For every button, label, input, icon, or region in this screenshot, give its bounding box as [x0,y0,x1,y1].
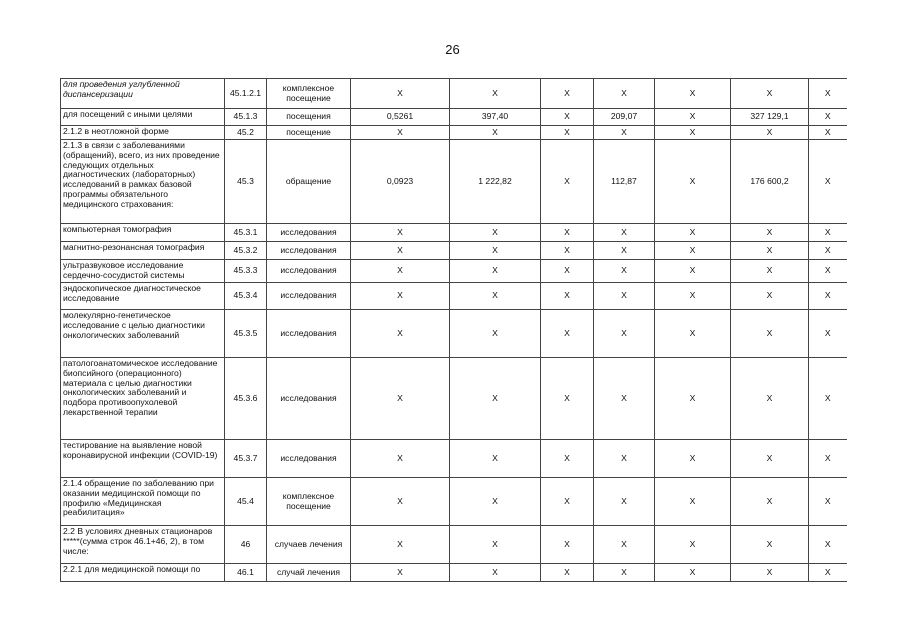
cell-c2: Х [450,283,541,310]
cell-c4: Х [594,440,655,478]
cell-c4: Х [594,478,655,526]
cell-c2: Х [450,478,541,526]
cell-c6: Х [731,79,809,109]
cell-c5: Х [655,564,731,582]
cell-code: 45.3.4 [225,283,267,310]
row-name-cell: для посещений с иными целями [61,109,225,126]
row-name-cell: эндоскопическое диагностическое исследование [61,283,225,310]
cell-c7: Х [809,478,847,526]
cell-unit: посещения [267,109,351,126]
cell-c3: Х [541,126,594,140]
table-row [61,358,847,440]
row-name-cell: 2.1.3 в связи с заболеваниями (обращений), всего, из них проведение следующих отдельных диагностических (лабораторных) исследований в рамках базовой программы обязательного медицинского страхования: [61,140,225,224]
cell-c4: Х [594,358,655,440]
cell-unit: исследования [267,224,351,242]
cell-c7: Х [809,564,847,582]
cell-c5: Х [655,358,731,440]
cell-c1: Х [351,79,450,109]
cell-unit: исследования [267,358,351,440]
cell-c1: Х [351,126,450,140]
cell-code: 45.3.1 [225,224,267,242]
cell-c7: Х [809,224,847,242]
row-name-cell: для проведения углубленной диспансеризации [61,79,225,109]
cell-c1: Х [351,283,450,310]
table-row [61,242,847,260]
cell-c4: Х [594,564,655,582]
cell-c6: Х [731,224,809,242]
cell-c1: Х [351,260,450,283]
cell-c3: Х [541,440,594,478]
cell-c6: Х [731,242,809,260]
cell-c4: 112,87 [594,140,655,224]
cell-c5: Х [655,79,731,109]
table-row [61,564,847,582]
cell-unit: исследования [267,260,351,283]
cell-c5: Х [655,224,731,242]
table-row [61,126,847,140]
cell-unit: комплексное посещение [267,79,351,109]
table-row [61,140,847,224]
cell-c4: Х [594,79,655,109]
cell-c3: Х [541,242,594,260]
cell-c1: Х [351,564,450,582]
cell-c2: Х [450,79,541,109]
table-row [61,109,847,126]
cell-c3: Х [541,79,594,109]
cell-c2: Х [450,126,541,140]
cell-c1: 0,0923 [351,140,450,224]
table-row [61,526,847,564]
cell-c1: Х [351,224,450,242]
cell-c1: Х [351,310,450,358]
cell-c2: Х [450,440,541,478]
row-name-cell: молекулярно-генетическое исследование с целью диагностики онкологических заболеваний [61,310,225,358]
row-name-cell: 2.2 В условиях дневных стационаров *****(сумма строк 46.1+46, 2), в том числе: [61,526,225,564]
cell-c5: Х [655,242,731,260]
cell-c1: Х [351,526,450,564]
cell-unit: исследования [267,310,351,358]
cell-c4: 209,07 [594,109,655,126]
table-row [61,79,847,109]
cell-c3: Х [541,260,594,283]
table-row [61,478,847,526]
cell-c2: Х [450,260,541,283]
cell-code: 45.3.7 [225,440,267,478]
cell-code: 45.3 [225,140,267,224]
row-name-cell: тестирование на выявление новой коронавирусной инфекции (COVID-19) [61,440,225,478]
cell-c6: Х [731,310,809,358]
cell-c7: Х [809,260,847,283]
cell-c3: Х [541,526,594,564]
cell-code: 45.3.5 [225,310,267,358]
cell-c5: Х [655,310,731,358]
page-number: 26 [445,42,460,57]
cell-c7: Х [809,526,847,564]
cell-c4: Х [594,242,655,260]
row-name-cell: 2.2.1 для медицинской помощи по [61,564,225,582]
row-name-cell: патологоанатомическое исследование биопсийного (операционного) материала с целью диагностики онкологических заболеваний и подбора противоопухолевой лекарственной терапии [61,358,225,440]
cell-c7: Х [809,440,847,478]
cell-c7: Х [809,242,847,260]
cell-c7: Х [809,79,847,109]
cell-c6: Х [731,260,809,283]
row-name-cell: 2.1.4 обращение по заболеванию при оказании медицинской помощи по профилю «Медицинская реабилитация» [61,478,225,526]
cell-c2: 397,40 [450,109,541,126]
cell-c4: Х [594,283,655,310]
table-body [61,79,847,582]
cell-c6: 327 129,1 [731,109,809,126]
cell-unit: посещение [267,126,351,140]
table-row [61,260,847,283]
cell-c5: Х [655,140,731,224]
row-name-cell: компьютерная томография [61,224,225,242]
cell-c3: Х [541,140,594,224]
cell-c2: Х [450,358,541,440]
cell-c7: Х [809,310,847,358]
cell-c5: Х [655,109,731,126]
cell-unit: случай лечения [267,564,351,582]
cell-c4: Х [594,126,655,140]
cell-c7: Х [809,283,847,310]
cell-code: 45.1.2.1 [225,79,267,109]
cell-c3: Х [541,310,594,358]
cell-c2: Х [450,224,541,242]
cell-c6: Х [731,478,809,526]
cell-c3: Х [541,224,594,242]
table-row [61,224,847,242]
cell-c3: Х [541,478,594,526]
cell-c6: Х [731,526,809,564]
cell-c2: Х [450,526,541,564]
cell-code: 45.1.3 [225,109,267,126]
cell-c2: Х [450,564,541,582]
cell-c6: Х [731,358,809,440]
cell-c5: Х [655,283,731,310]
cell-unit: случаев лечения [267,526,351,564]
table-row [61,283,847,310]
cell-c4: Х [594,310,655,358]
tariff-table [60,78,847,582]
cell-c6: 176 600,2 [731,140,809,224]
cell-c2: 1 222,82 [450,140,541,224]
cell-unit: исследования [267,242,351,260]
cell-c6: Х [731,564,809,582]
cell-code: 45.3.2 [225,242,267,260]
cell-code: 45.2 [225,126,267,140]
cell-c2: Х [450,242,541,260]
cell-c4: Х [594,526,655,564]
cell-c4: Х [594,224,655,242]
cell-c5: Х [655,526,731,564]
cell-c7: Х [809,109,847,126]
cell-c1: Х [351,440,450,478]
row-name-cell: ультразвуковое исследование сердечно-сосудистой системы [61,260,225,283]
cell-unit: исследования [267,440,351,478]
cell-code: 45.3.6 [225,358,267,440]
cell-c5: Х [655,260,731,283]
table-row [61,440,847,478]
cell-c3: Х [541,109,594,126]
row-name-cell: 2.1.2 в неотложной форме [61,126,225,140]
cell-c1: Х [351,358,450,440]
cell-c6: Х [731,440,809,478]
cell-c7: Х [809,358,847,440]
cell-c7: Х [809,126,847,140]
cell-c2: Х [450,310,541,358]
cell-c1: Х [351,242,450,260]
cell-code: 46 [225,526,267,564]
cell-code: 45.4 [225,478,267,526]
cell-unit: комплексное посещение [267,478,351,526]
cell-unit: исследования [267,283,351,310]
cell-c4: Х [594,260,655,283]
cell-c5: Х [655,478,731,526]
cell-c5: Х [655,126,731,140]
cell-c1: 0,5261 [351,109,450,126]
cell-c1: Х [351,478,450,526]
cell-c3: Х [541,564,594,582]
table-row [61,310,847,358]
cell-c3: Х [541,283,594,310]
cell-unit: обращение [267,140,351,224]
cell-code: 45.3.3 [225,260,267,283]
cell-c7: Х [809,140,847,224]
cell-c3: Х [541,358,594,440]
cell-c6: Х [731,126,809,140]
cell-c5: Х [655,440,731,478]
cell-c6: Х [731,283,809,310]
cell-code: 46.1 [225,564,267,582]
row-name-cell: магнитно-резонансная томография [61,242,225,260]
